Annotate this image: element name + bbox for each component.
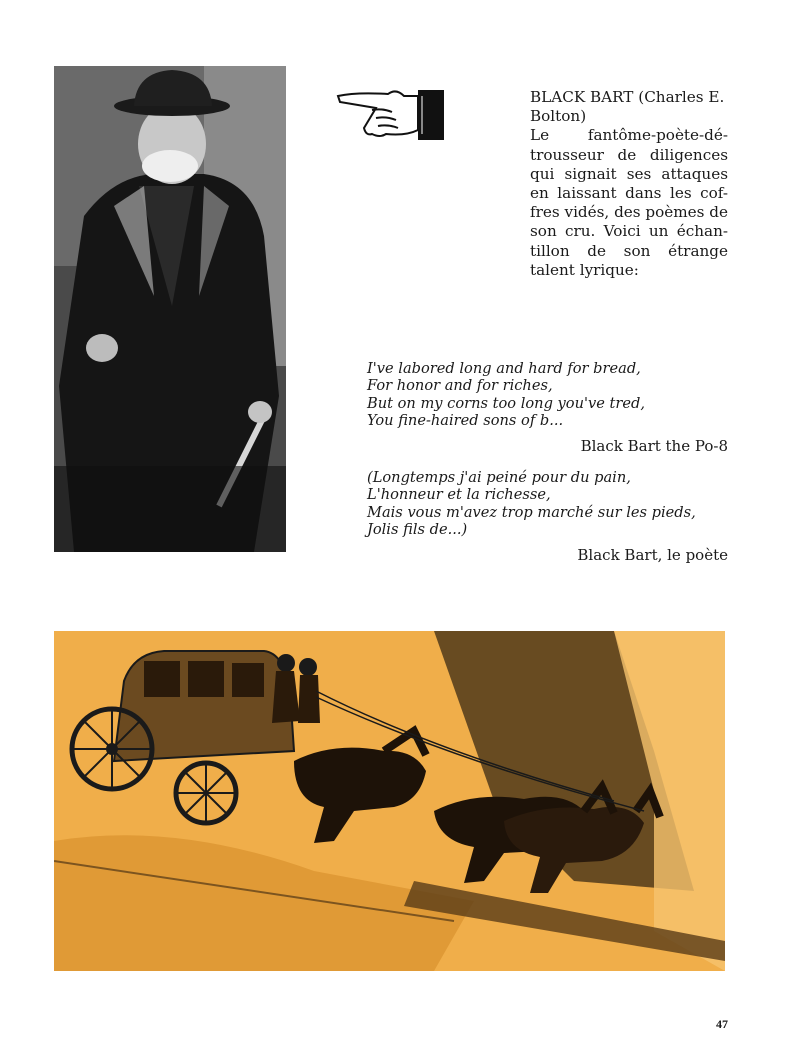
poem-line: L'honneur et la richesse, [367,486,551,504]
poem-line: For honor and for riches, [367,377,553,395]
poem-line: You fine-haired sons of b... [367,412,564,430]
poem-signature: Black Bart the Po-8 [580,436,728,455]
poem-line: (Longtemps j'ai peiné pour du pain, [367,469,631,486]
poem-french [367,469,728,564]
poem-line: Mais vous m'avez trop marché sur les pieds, [367,503,696,521]
black-bart-portrait-photo [54,66,286,552]
bio-lead: BLACK BART (Charles E. Bolton) [530,88,725,126]
poem-signature: Black Bart, le poète [577,545,728,564]
stagecoach-engraving-illustration [54,631,725,971]
poem-line: I've labored long and hard for bread, [367,360,641,377]
poem-line: But on my corns too long you've tred, [367,394,645,412]
page-number: 47 [716,1017,728,1031]
poem-line: Jolis fils de...) [367,521,468,539]
poem-english [367,360,728,455]
bio-paragraph [530,88,728,280]
pointing-hand-icon [336,86,446,142]
bio-text: Le fantôme-poète-dé-trousseur de diligences qui signait ses attaques en laissant dans les cof-fres vidés, des poèmes de son cru. Voici un échan-tillon de son étrange talent lyrique: [530,126,728,279]
